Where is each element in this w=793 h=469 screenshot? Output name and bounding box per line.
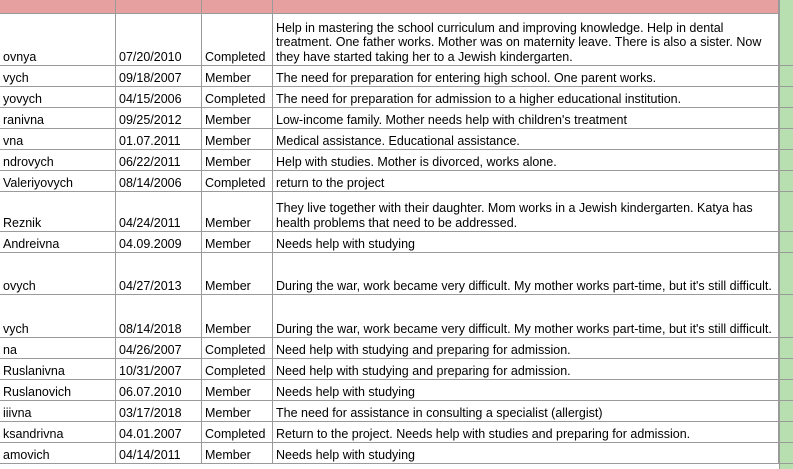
cell-name[interactable]: Ruslanovich — [0, 380, 116, 400]
cell-status[interactable]: Member — [202, 295, 273, 337]
green-gridline — [779, 358, 793, 359]
green-gridline — [779, 294, 793, 295]
cell-name[interactable]: iiivna — [0, 401, 116, 421]
cell-date[interactable]: 04.09.2009 — [116, 232, 202, 252]
green-gridline — [779, 252, 793, 253]
table-row[interactable] — [0, 422, 779, 443]
table-row[interactable] — [0, 338, 779, 359]
green-column[interactable] — [779, 0, 793, 469]
cell-name[interactable]: amovich — [0, 443, 116, 463]
cell-status[interactable]: Member — [202, 380, 273, 400]
cell-date[interactable]: 04/26/2007 — [116, 338, 202, 358]
green-gridline — [779, 337, 793, 338]
cell-note[interactable]: The need for preparation for admission to a higher educational institution. — [273, 87, 779, 107]
table-row[interactable] — [0, 66, 779, 87]
cell-note[interactable]: Needs help with studying — [273, 443, 779, 463]
green-gridline — [779, 128, 793, 129]
cell-name[interactable]: ksandrivna — [0, 422, 116, 442]
cell-date[interactable]: 08/14/2006 — [116, 171, 202, 191]
cell-date[interactable]: 03/17/2018 — [116, 401, 202, 421]
green-gridline — [779, 107, 793, 108]
cell-date[interactable]: 07/20/2010 — [116, 14, 202, 65]
cell-status[interactable]: Member — [202, 443, 273, 463]
cell-status[interactable]: Member — [202, 66, 273, 86]
green-gridline — [779, 379, 793, 380]
cell-note[interactable]: The need for preparation for entering high school. One parent works. — [273, 66, 779, 86]
cell-date[interactable]: 04/27/2013 — [116, 253, 202, 294]
cell-date[interactable]: 04/15/2006 — [116, 87, 202, 107]
cell-note[interactable]: Help in mastering the school curriculum and improving knowledge. Help in dental treatment. One father works. Mother was on maternity leave. There is also a sister. Now they have started taking her to a Jewish kindergarten. — [273, 14, 779, 65]
cell-status[interactable]: Completed — [202, 338, 273, 358]
cell-date[interactable]: 10/31/2007 — [116, 359, 202, 379]
cell-note[interactable]: Needs help with studying — [273, 232, 779, 252]
cell-note[interactable]: return to the project — [273, 171, 779, 191]
cell-name[interactable]: vna — [0, 129, 116, 149]
cell-note[interactable]: Need help with studying and preparing for admission. — [273, 359, 779, 379]
cell-date[interactable]: 01.07.2011 — [116, 129, 202, 149]
cell-name[interactable]: yovych — [0, 87, 116, 107]
table-row[interactable] — [0, 401, 779, 422]
cell-status[interactable]: Completed — [202, 422, 273, 442]
cell-note[interactable]: They live together with their daughter. Mom works in a Jewish kindergarten. Katya has health problems that need to be addressed. — [273, 192, 779, 231]
green-gridline — [779, 149, 793, 150]
cell-name[interactable]: vych — [0, 295, 116, 337]
cell-status[interactable]: Member — [202, 108, 273, 128]
table-row[interactable] — [0, 171, 779, 192]
table-row[interactable] — [0, 380, 779, 401]
cell-status[interactable]: Completed — [202, 359, 273, 379]
green-gridline — [779, 463, 793, 464]
cell-name[interactable]: ranivna — [0, 108, 116, 128]
cell-status[interactable]: Member — [202, 232, 273, 252]
table-row[interactable] — [0, 14, 779, 66]
cell-name[interactable]: ovnya — [0, 14, 116, 65]
cell-name[interactable]: Valeriyovych — [0, 171, 116, 191]
green-gridline — [779, 65, 793, 66]
table-row[interactable] — [0, 443, 779, 464]
header-cell-name[interactable] — [0, 0, 116, 13]
header-cell-date[interactable] — [116, 0, 202, 13]
table-row[interactable] — [0, 192, 779, 232]
cell-name[interactable]: Andreivna — [0, 232, 116, 252]
cell-note[interactable]: Medical assistance. Educational assistance. — [273, 129, 779, 149]
green-gridline — [779, 170, 793, 171]
cell-status[interactable]: Completed — [202, 87, 273, 107]
cell-note[interactable]: During the war, work became very difficult. My mother works part-time, but it's still difficult. — [273, 295, 779, 337]
cell-date[interactable]: 09/18/2007 — [116, 66, 202, 86]
cell-name[interactable]: Reznik — [0, 192, 116, 231]
cell-note[interactable]: During the war, work became very difficult. My mother works part-time, but it's still difficult. — [273, 253, 779, 294]
cell-status[interactable]: Member — [202, 253, 273, 294]
table-row[interactable] — [0, 232, 779, 253]
cell-status[interactable]: Member — [202, 129, 273, 149]
cell-note[interactable]: Need help with studying and preparing for admission. — [273, 338, 779, 358]
cell-name[interactable]: ndrovych — [0, 150, 116, 170]
table-row[interactable] — [0, 108, 779, 129]
header-cell-status[interactable] — [202, 0, 273, 13]
cell-note[interactable]: Needs help with studying — [273, 380, 779, 400]
table-row[interactable] — [0, 253, 779, 295]
green-gridline — [779, 86, 793, 87]
green-gridline — [779, 442, 793, 443]
cell-name[interactable]: na — [0, 338, 116, 358]
cell-name[interactable]: Ruslanivna — [0, 359, 116, 379]
green-gridline — [779, 421, 793, 422]
header-cell-note[interactable] — [273, 0, 779, 13]
cell-note[interactable]: Return to the project. Needs help with studies and preparing for admission. — [273, 422, 779, 442]
cell-name[interactable]: ovych — [0, 253, 116, 294]
cell-date[interactable]: 08/14/2018 — [116, 295, 202, 337]
table-row[interactable] — [0, 359, 779, 380]
green-gridline — [779, 231, 793, 232]
cell-status[interactable]: Member — [202, 192, 273, 231]
cell-note[interactable]: Low-income family. Mother needs help with children's treatment — [273, 108, 779, 128]
cell-date[interactable]: 04/14/2011 — [116, 443, 202, 463]
cell-note[interactable]: The need for assistance in consulting a specialist (allergist) — [273, 401, 779, 421]
cell-status[interactable]: Completed — [202, 171, 273, 191]
cell-status[interactable]: Member — [202, 150, 273, 170]
green-gridline — [779, 191, 793, 192]
table-row[interactable] — [0, 129, 779, 150]
cell-date[interactable]: 09/25/2012 — [116, 108, 202, 128]
cell-date[interactable]: 06/22/2011 — [116, 150, 202, 170]
header-row[interactable] — [0, 0, 779, 14]
cell-note[interactable]: Help with studies. Mother is divorced, works alone. — [273, 150, 779, 170]
green-gridline — [779, 400, 793, 401]
table-row[interactable] — [0, 87, 779, 108]
cell-name[interactable]: vych — [0, 66, 116, 86]
cell-status[interactable]: Member — [202, 401, 273, 421]
cell-date[interactable]: 04.01.2007 — [116, 422, 202, 442]
cell-date[interactable]: 04/24/2011 — [116, 192, 202, 231]
cell-date[interactable]: 06.07.2010 — [116, 380, 202, 400]
cell-status[interactable]: Completed — [202, 14, 273, 65]
table-row[interactable] — [0, 150, 779, 171]
table-row[interactable] — [0, 295, 779, 338]
